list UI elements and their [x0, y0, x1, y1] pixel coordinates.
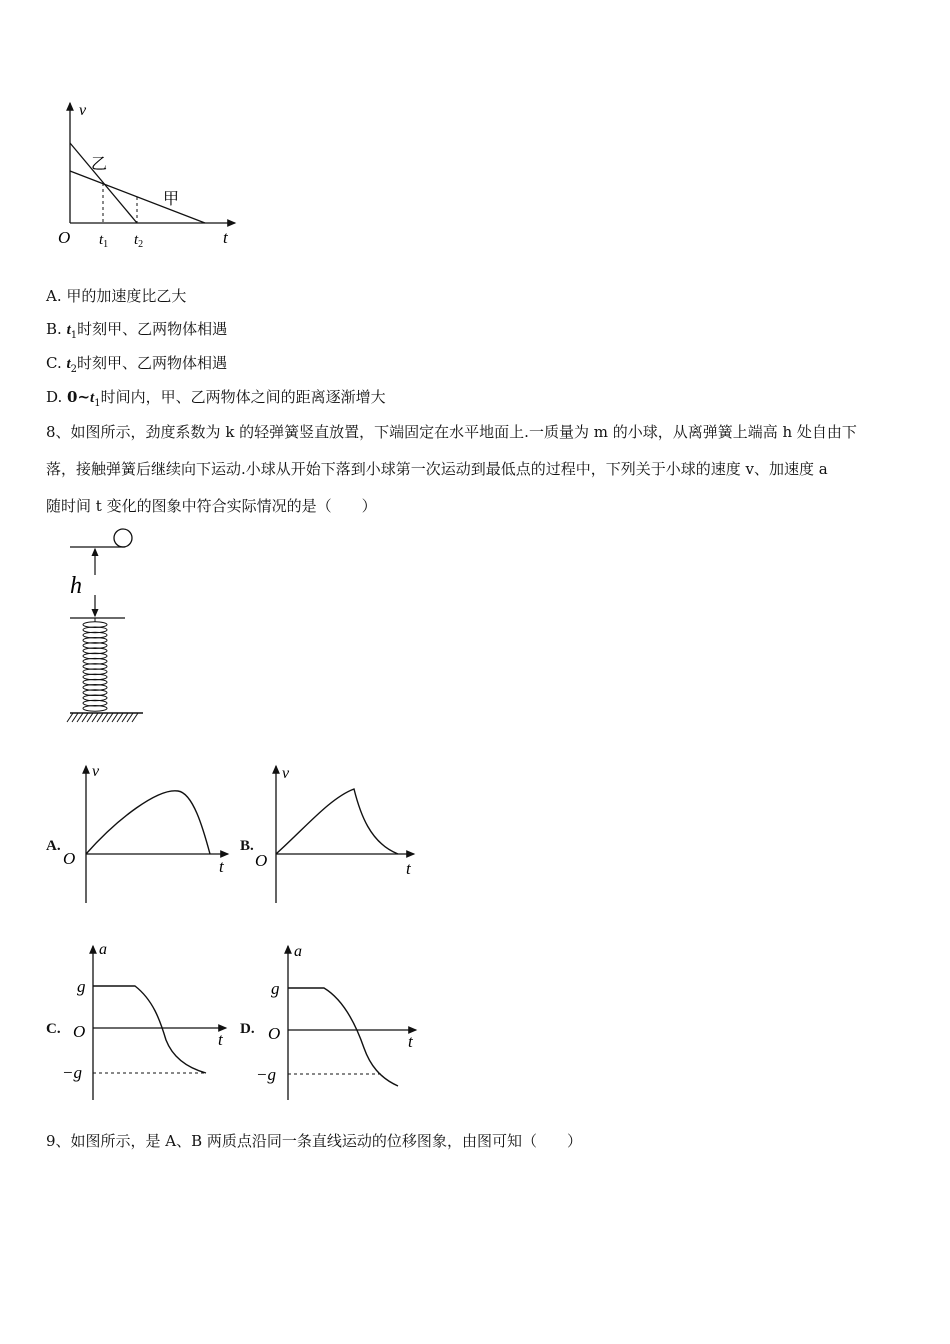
graph-c-y-label: a: [99, 941, 107, 958]
choice-b-label: B.: [240, 838, 254, 854]
graph-b-x-label: t: [406, 859, 411, 878]
hatch-line: [87, 713, 93, 722]
graph-a-curve: [86, 791, 210, 854]
hatch-line: [127, 713, 133, 722]
q9-text: 9、如图所示，是 A、B 两质点沿同一条直线运动的位移图象，由图可知（ ）: [46, 1132, 582, 1150]
choice-d-label: D.: [240, 1021, 255, 1037]
ground-hatch: [67, 713, 138, 722]
choice-a-label: A.: [46, 838, 61, 854]
spring-figure: [65, 525, 155, 730]
graph-d-neg-g-label: −g: [256, 1065, 276, 1084]
option-b: B. $t_1$时刻甲、乙两物体相遇: [46, 320, 228, 341]
graph-c-curve: [93, 986, 206, 1073]
graph-c-g-label: g: [77, 977, 86, 996]
hatch-line: [107, 713, 113, 722]
graph-c-x-label: t: [218, 1030, 223, 1049]
hatch-line: [72, 713, 78, 722]
graph-b-origin: O: [255, 851, 268, 870]
graph-c: [58, 940, 238, 1105]
label-jia: 甲: [163, 191, 180, 208]
graph-c-origin: O: [73, 1022, 86, 1041]
graph-d-y-label: a: [294, 943, 302, 960]
graph-d-origin: O: [268, 1024, 281, 1043]
hatch-line: [112, 713, 118, 722]
tick-t1: $t_1$: [99, 232, 109, 250]
hatch-line: [92, 713, 98, 722]
hatch-line: [97, 713, 103, 722]
hatch-line: [122, 713, 128, 722]
graph-a-y-label: v: [92, 763, 100, 780]
graph-b-y-label: v: [282, 765, 290, 782]
graph-a: [58, 758, 238, 908]
axis-v-label: v: [79, 102, 87, 119]
spring-coil: [83, 618, 107, 711]
graph-d-curve: [288, 988, 398, 1086]
hatch-line: [77, 713, 83, 722]
ball: [114, 529, 132, 547]
option-c: C. $t_2$时刻甲、乙两物体相遇: [46, 354, 228, 375]
graph-c-neg-g-label: −g: [62, 1063, 82, 1082]
axis-t-label: t: [223, 228, 228, 247]
vt-graph-jia-yi: [55, 95, 245, 255]
origin-label: O: [58, 228, 71, 247]
hatch-line: [82, 713, 88, 722]
h-label: h: [70, 573, 82, 599]
graph-a-origin: O: [63, 849, 76, 868]
option-a: A. 甲的加速度比乙大: [46, 287, 187, 305]
option-d: D. $0\sim t_1$时间内，甲、乙两物体之间的距离逐渐增大: [46, 388, 386, 409]
q8-line2: 落，接触弹簧后继续向下运动.小球从开始下落到小球第一次运动到最低点的过程中，下列关于小球的速度 v、加速度 a: [46, 460, 828, 478]
hatch-line: [102, 713, 108, 722]
q8-line1: 8、如图所示，劲度系数为 k 的轻弹簧竖直放置，下端固定在水平地面上.一质量为 m 的小球，从离弹簧上端高 h 处自由下: [46, 423, 857, 441]
graph-b-curve: [276, 789, 398, 854]
q8-line3: 随时间 t 变化的图象中符合实际情况的是（ ）: [46, 497, 377, 515]
graph-a-x-label: t: [219, 857, 224, 876]
hatch-line: [132, 713, 138, 722]
graph-d-x-label: t: [408, 1032, 413, 1051]
graph-d-g-label: g: [271, 979, 280, 998]
hatch-line: [67, 713, 73, 722]
hatch-line: [117, 713, 123, 722]
graph-b: [250, 758, 430, 908]
label-yi: 乙: [91, 156, 108, 173]
tick-t2: $t_2$: [134, 232, 144, 250]
choice-c-label: C.: [46, 1021, 61, 1037]
graph-d: [252, 940, 432, 1105]
